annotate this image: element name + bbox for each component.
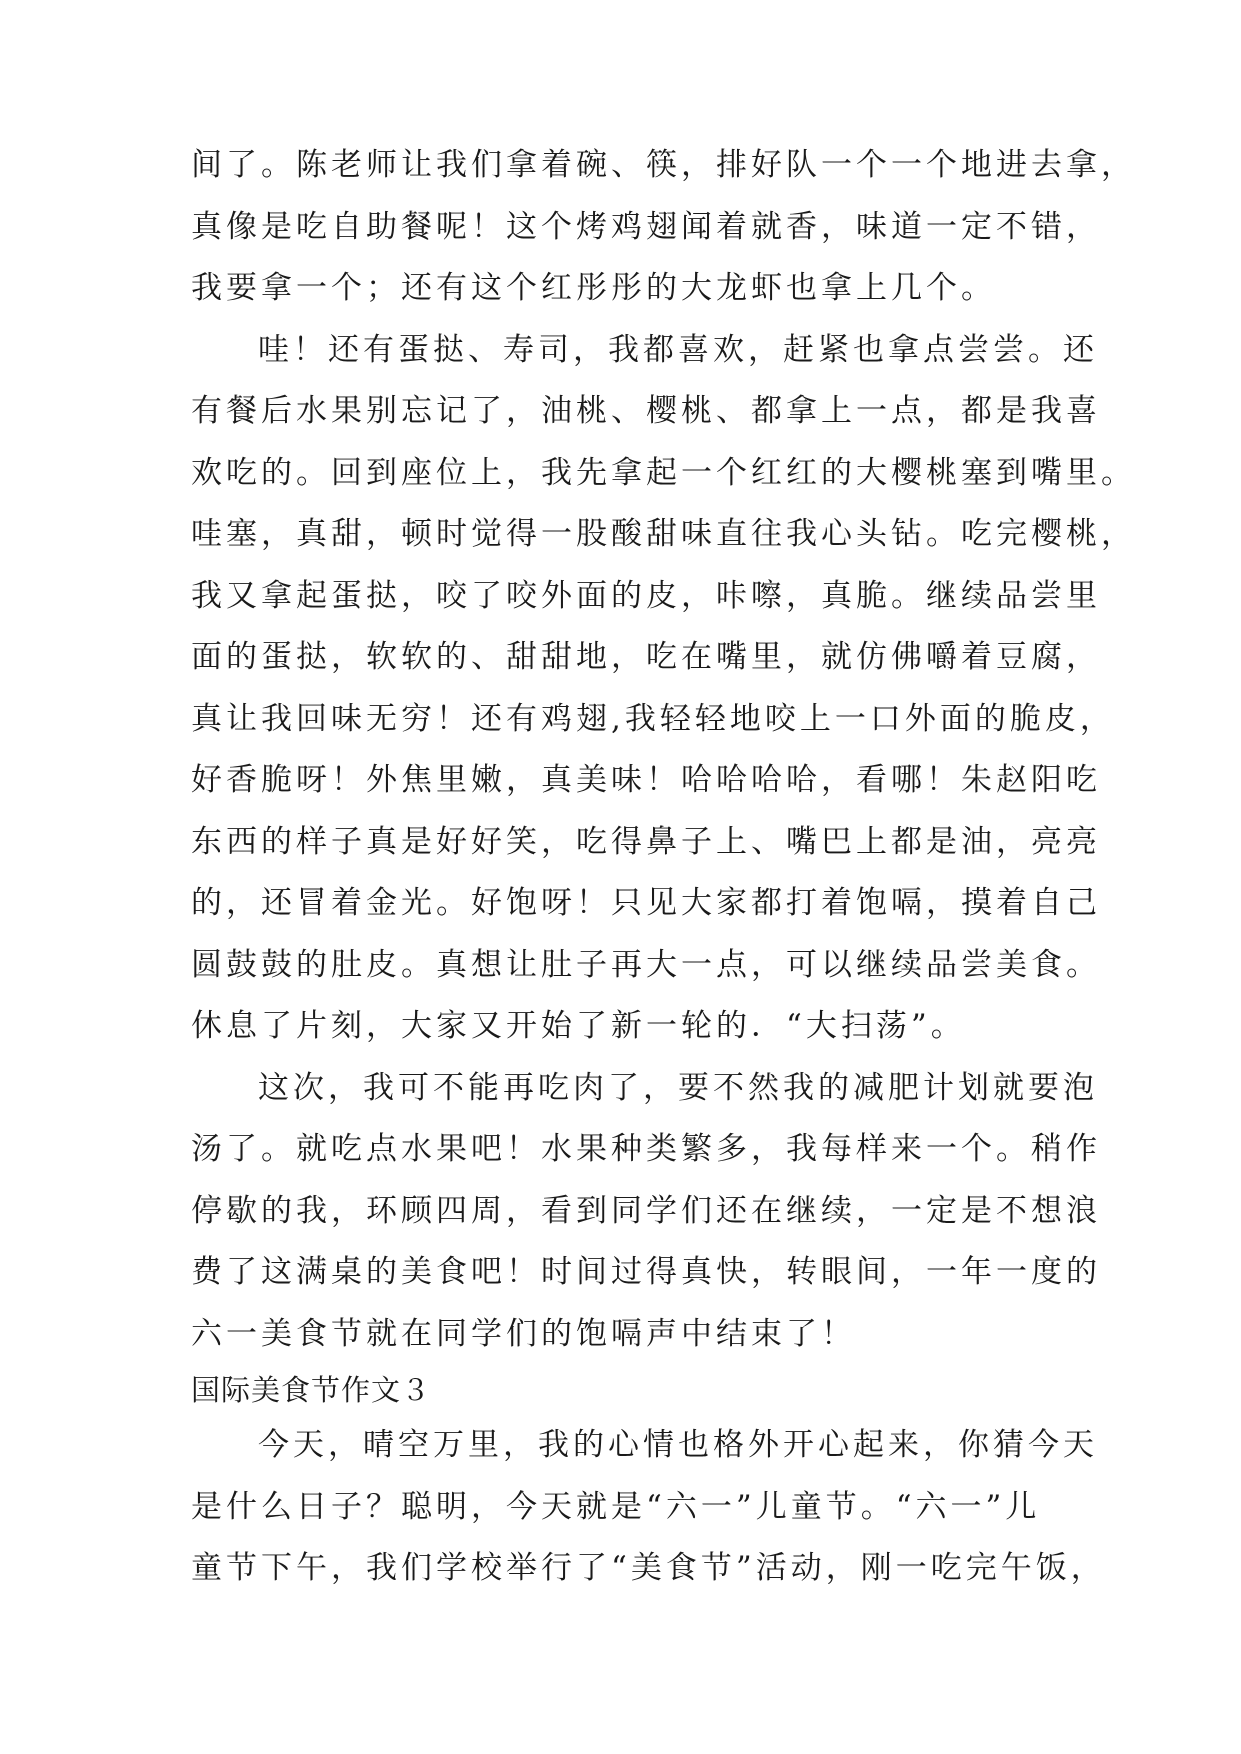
- text-line: 我又拿起蛋挞，咬了咬外面的皮，咔嚓，真脆。继续品尝里: [191, 577, 1101, 614]
- text-line: 哇塞，真甜，顿时觉得一股酸甜味直往我心头钻。吃完樱桃，: [191, 516, 1136, 552]
- text-line: 童节下午，我们学校举行了“美食节”活动，刚一吃完午饭，: [191, 1550, 1106, 1586]
- text-line: 东西的样子真是好好笑，吃得鼻子上、嘴巴上都是油，亮亮: [191, 823, 1101, 860]
- text-line: 间了。陈老师让我们拿着碗、筷，排好队一个一个地进去拿，: [191, 147, 1136, 183]
- text-line: 面的蛋挞，软软的、甜甜地，吃在嘴里，就仿佛嚼着豆腐，: [191, 639, 1101, 675]
- text-line: 圆鼓鼓的肚皮。真想让肚子再大一点，可以继续品尝美食。: [191, 946, 1101, 983]
- text-line: 的，还冒着金光。好饱呀！只见大家都打着饱嗝，摸着自己: [191, 885, 1101, 921]
- text-line: 真让我回味无穷！还有鸡翅,我轻轻地咬上一口外面的脆皮，: [191, 700, 1115, 737]
- text-line: 停歇的我，环顾四周，看到同学们还在继续，一定是不想浪: [191, 1192, 1101, 1229]
- text-line: 六一美食节就在同学们的饱嗝声中结束了！: [191, 1315, 856, 1352]
- essay-body: [191, 135, 1136, 1600]
- text-line: 好香脆呀！外焦里嫩，真美味！哈哈哈哈，看哪！朱赵阳吃: [191, 762, 1101, 798]
- text-line: 有餐后水果别忘记了，油桃、樱桃、都拿上一点，都是我喜: [191, 393, 1101, 429]
- paragraph-start-line: 今天，晴空万里，我的心情也格外开心起来，你猜今天: [258, 1427, 1098, 1463]
- text-line: 我要拿一个；还有这个红彤彤的大龙虾也拿上几个。: [191, 270, 996, 306]
- section-heading: 国际美食节作文３: [191, 1373, 432, 1407]
- text-line: 汤了。就吃点水果吧！水果种类繁多，我每样来一个。稍作: [191, 1131, 1101, 1167]
- text-line: 真像是吃自助餐呢！这个烤鸡翅闻着就香，味道一定不错，: [191, 208, 1101, 245]
- text-line: 欢吃的。回到座位上，我先拿起一个红红的大樱桃塞到嘴里。: [191, 454, 1136, 491]
- paragraph-start-line: 这次，我可不能再吃肉了，要不然我的减肥计划就要泡: [258, 1069, 1098, 1106]
- paragraph-start-line: 哇！还有蛋挞、寿司，我都喜欢，赶紧也拿点尝尝。还: [258, 331, 1098, 368]
- text-line: 休息了片刻，大家又开始了新一轮的．“大扫荡”。: [191, 1008, 966, 1044]
- text-line: 费了这满桌的美食吧！时间过得真快，转眼间，一年一度的: [191, 1254, 1101, 1290]
- text-line: 是什么日子？聪明，今天就是“六一”儿童节。“六一”儿: [191, 1488, 1041, 1525]
